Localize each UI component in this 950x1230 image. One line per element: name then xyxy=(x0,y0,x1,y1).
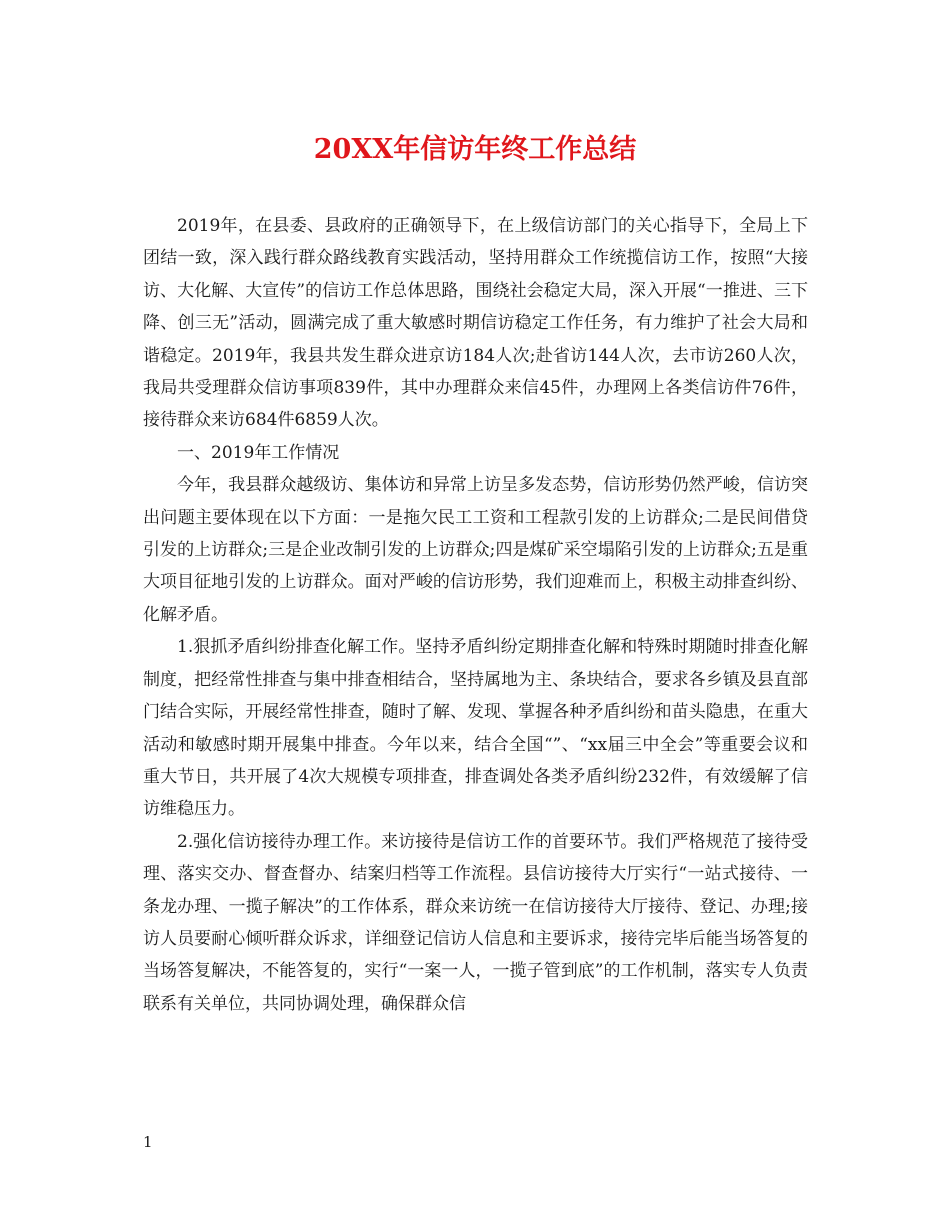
paragraph-intro: 2019年，在县委、县政府的正确领导下，在上级信访部门的关心指导下，全局上下团结一致，深入践行群众路线教育实践活动，坚持用群众工作统揽信访工作，按照“大接访、大化解、大宣传”的信访工作总体思路，围绕社会稳定大局，深入开展“一推进、三下降、创三无”活动，圆满完成了重大敏感时期信访稳定工作任务，有力维护了社会大局和谐稳定。2019年，我县共发生群众进京访184人次;赴省访144人次，去市访260人次，我局共受理群众信访事项839件，其中办理群众来信45件，办理网上各类信访件76件，接待群众来访684件6859人次。 xyxy=(143,216,808,431)
document-body xyxy=(143,210,808,1020)
section-heading: 一、2019年工作情况 xyxy=(177,442,340,463)
paragraph-item-2: 2.强化信访接待办理工作。来访接待是信访工作的首要环节。我们严格规范了接待受理、落实交办、督查督办、结案归档等工作流程。县信访接待大厅实行“一站式接待、一条龙办理、一揽子解决”的工作体系，群众来访统一在信访接待大厅接待、登记、办理;接访人员要耐心倾听群众诉求，详细登记信访人信息和主要诉求，接待完毕后能当场答复的当场答复解决，不能答复的，实行“一案一人，一揽子管到底”的工作机制，落实专人负责联系有关单位，共同协调处理，确保群众信 xyxy=(143,831,808,1014)
paragraph-situation: 今年，我县群众越级访、集体访和异常上访呈多发态势，信访形势仍然严峻，信访突出问题主要体现在以下方面：一是拖欠民工工资和工程款引发的上访群众;二是民间借贷引发的上访群众;三是企业改制引发的上访群众;四是煤矿采空塌陷引发的上访群众;五是重大项目征地引发的上访群众。面对严峻的信访形势，我们迎难而上，积极主动排查纠纷、化解矛盾。 xyxy=(143,475,808,625)
document-title: 20XX年信访年终工作总结 xyxy=(313,134,637,165)
paragraph-item-1: 1.狠抓矛盾纠纷排查化解工作。坚持矛盾纠纷定期排查化解和特殊时期随时排查化解制度，把经常性排查与集中排查相结合，坚持属地为主、条块结合，要求各乡镇及县直部门结合实际，开展经常性排查，随时了解、发现、掌握各种矛盾纠纷和苗头隐患，在重大活动和敏感时期开展集中排查。今年以来，结合全国“”、“xx届三中全会”等重要会议和重大节日，共开展了4次大规模专项排查，排查调处各类矛盾纠纷232件，有效缓解了信访维稳压力。 xyxy=(143,637,808,820)
page-number: 1 xyxy=(143,1133,153,1151)
